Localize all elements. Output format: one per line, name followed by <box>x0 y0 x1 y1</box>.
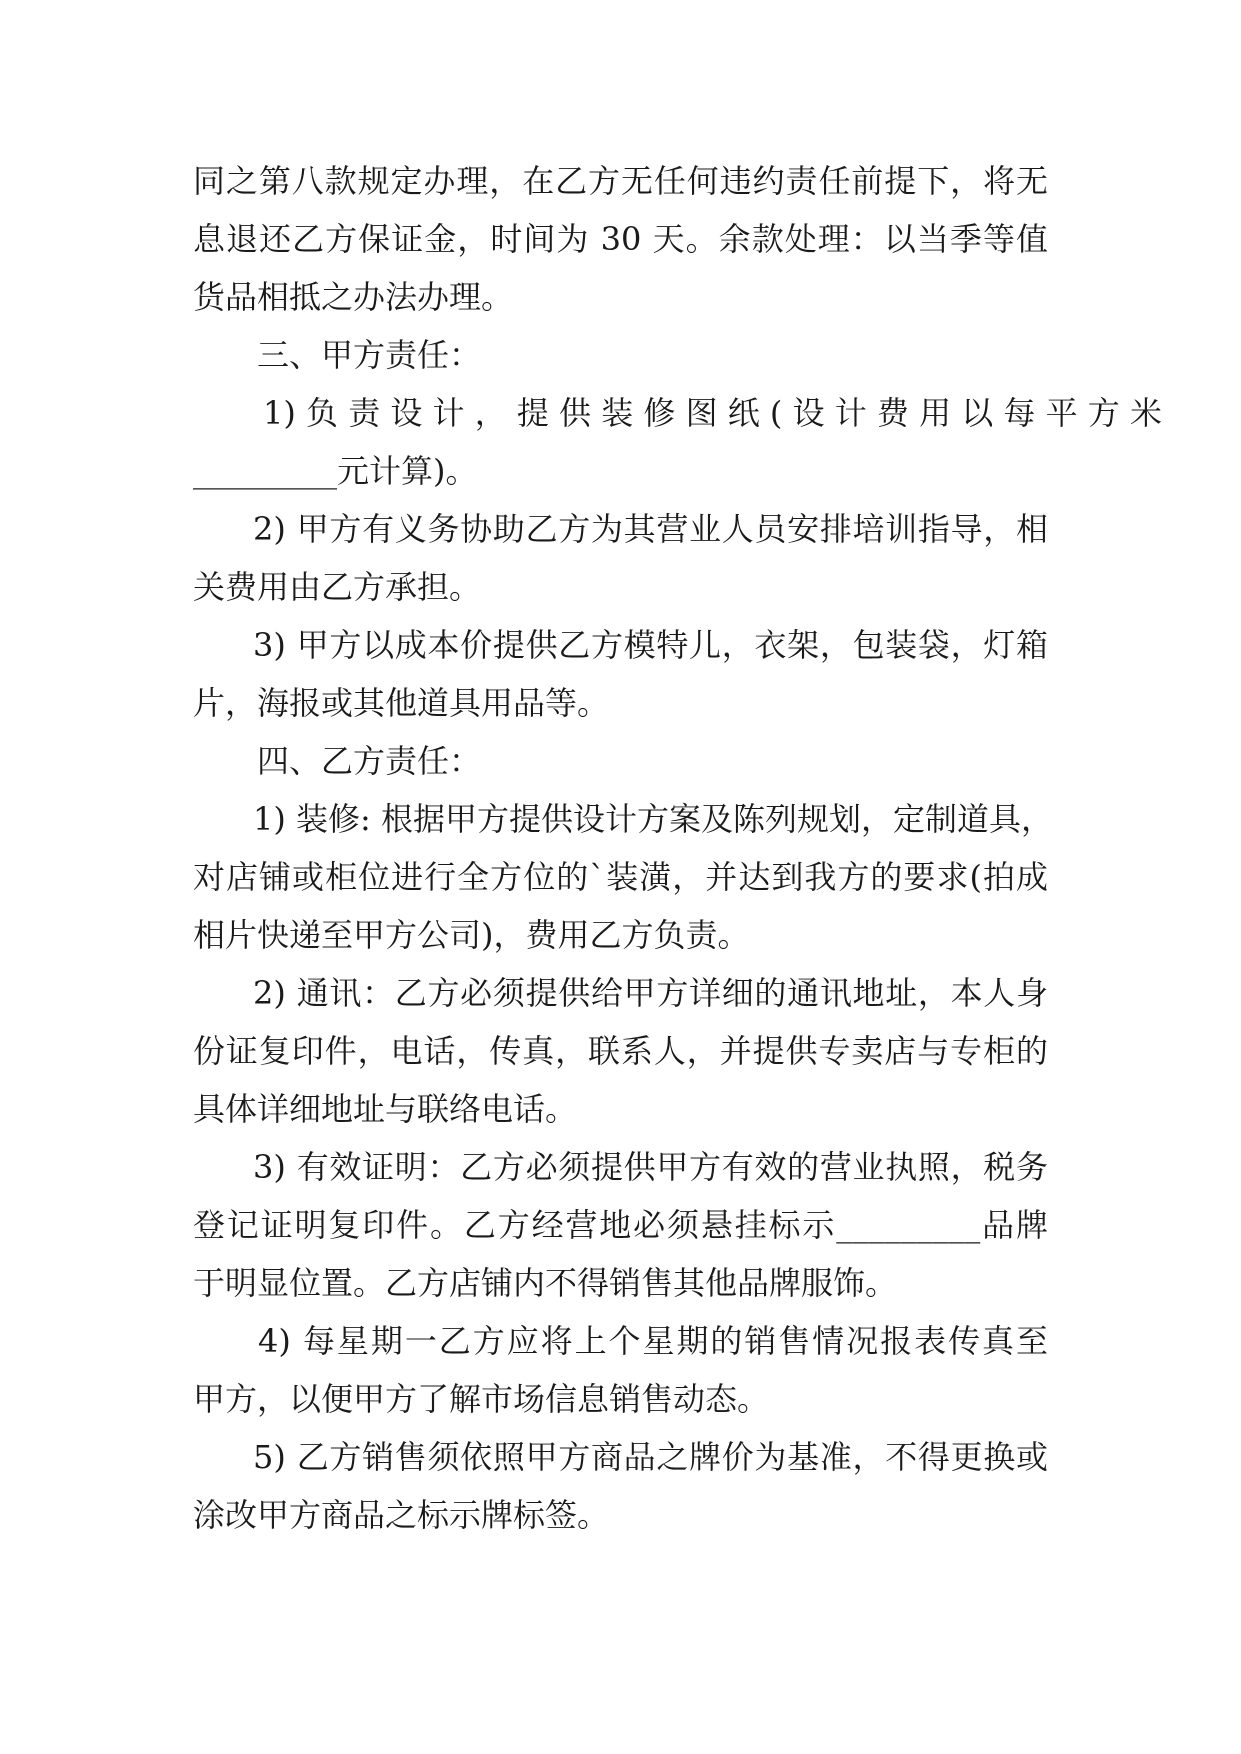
section-heading: 三、甲方责任： <box>257 336 482 374</box>
list-item-line: 涂改甲方商品之标示牌标签。 <box>193 1496 610 1534</box>
list-item-line: 片，海报或其他道具用品等。 <box>193 684 610 722</box>
section-heading: 四、乙方责任： <box>257 742 482 780</box>
list-item-line: 具体详细地址与联络电话。 <box>193 1090 578 1128</box>
list-item-line: 2) 通讯：乙方必须提供给甲方详细的通讯地址，本人身 <box>253 974 1048 1012</box>
list-item-line: 对店铺或柜位进行全方位的`装潢，并达到我方的要求(拍成 <box>193 858 1048 896</box>
list-item-line: 份证复印件，电话，传真，联系人，并提供专卖店与专柜的 <box>193 1032 1048 1070</box>
list-item-line: 于明显位置。乙方店铺内不得销售其他品牌服饰。 <box>193 1264 898 1302</box>
list-item-line: 相片快递至甲方公司)，费用乙方负责。 <box>193 916 750 954</box>
paragraph-line: 货品相抵之办法办理。 <box>193 278 514 316</box>
paragraph-line: 同之第八款规定办理，在乙方无任何违约责任前提下，将无 <box>193 162 1048 200</box>
list-item-line: 1) 负 责 设 计 ， 提 供 装 修 图 纸 ( 设 计 费 用 以 每 平 方 米 <box>263 394 1162 432</box>
paragraph-line: 息退还乙方保证金，时间为 30 天。余款处理：以当季等值 <box>193 220 1048 258</box>
list-item-line: 3) 甲方以成本价提供乙方模特儿，衣架，包装袋，灯箱 <box>253 626 1048 664</box>
list-item-line: 登记证明复印件。乙方经营地必须悬挂标示_________品牌 <box>193 1206 1048 1244</box>
list-item-line: 1) 装修: 根据甲方提供设计方案及陈列规划，定制道具， <box>253 800 1053 838</box>
list-item-line: 5) 乙方销售须依照甲方商品之牌价为基准，不得更换或 <box>253 1438 1048 1476</box>
list-item-line: 2) 甲方有义务协助乙方为其营业人员安排培训指导，相 <box>253 510 1048 548</box>
list-item-line: 关费用由乙方承担。 <box>193 568 482 606</box>
document-body <box>193 152 1162 1544</box>
list-item-line: 4) 每星期一乙方应将上个星期的销售情况报表传真至 <box>258 1322 1048 1360</box>
list-item-line: _________元计算)。 <box>193 452 478 490</box>
list-item-line: 甲方，以便甲方了解市场信息销售动态。 <box>193 1380 770 1418</box>
list-item-line: 3) 有效证明：乙方必须提供甲方有效的营业执照，税务 <box>253 1148 1048 1186</box>
